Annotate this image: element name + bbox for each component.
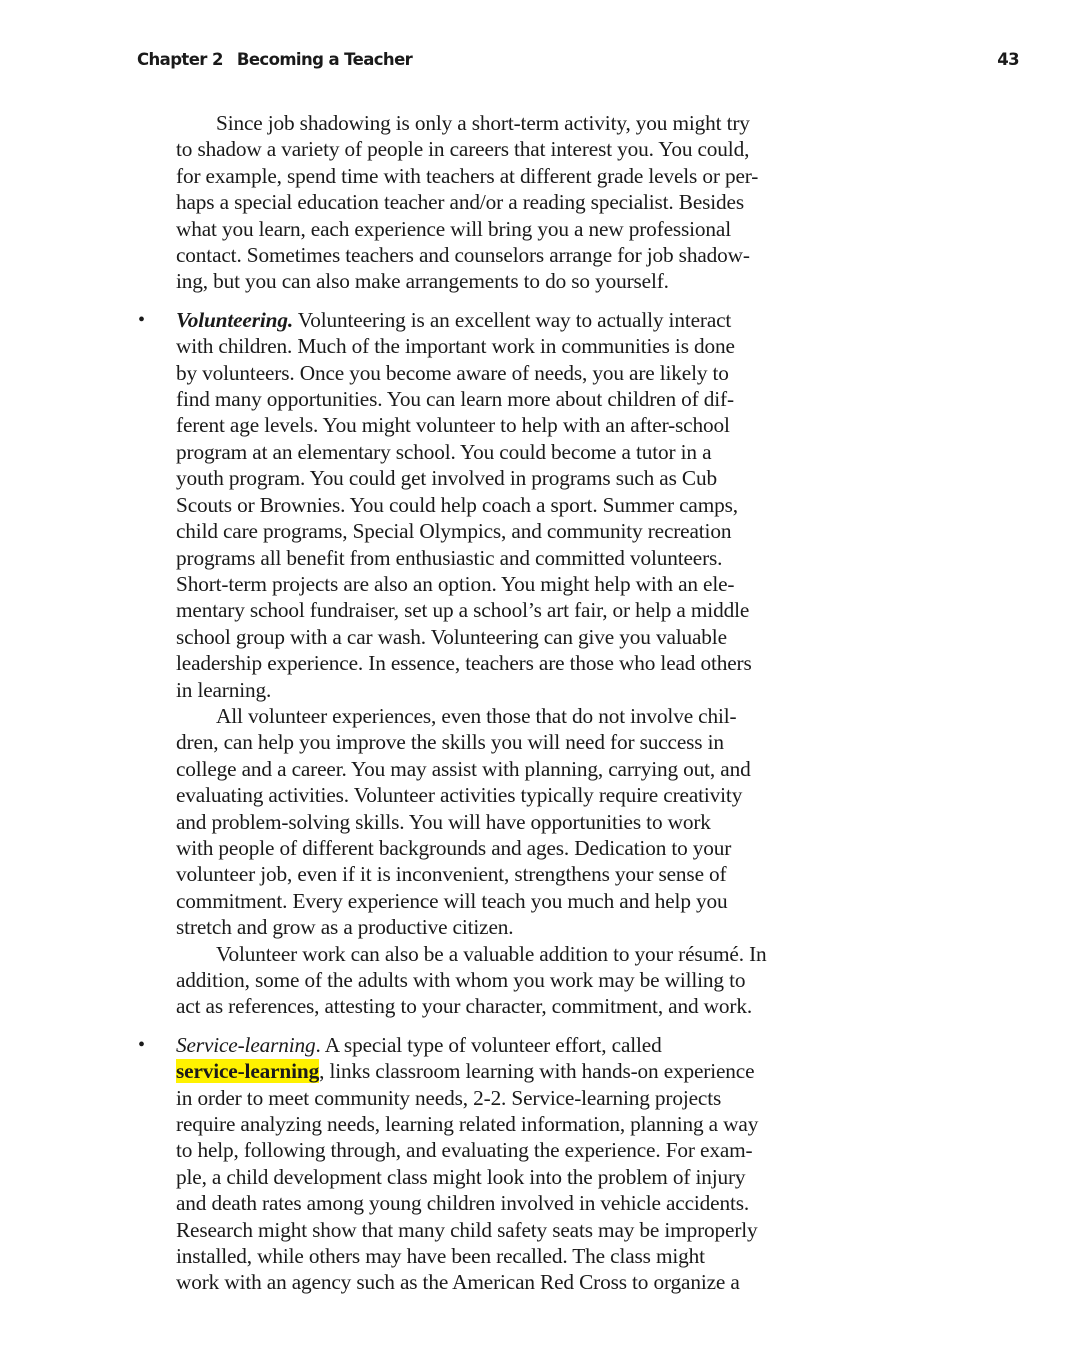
text-line: All volunteer experiences, even those that do not involve chil-	[216, 703, 737, 728]
text-line: Research might show that many child safety seats may be improperly	[176, 1217, 758, 1242]
volunteer-resume-paragraph	[176, 941, 846, 1020]
text-line: addition, some of the adults with whom you work may be willing to	[176, 968, 746, 992]
chapter-label: Chapter 2	[137, 50, 223, 69]
text-line: ing, but you can also make arrangements to do so yourself.	[176, 269, 669, 294]
text-line: haps a special education teacher and/or a reading specialist. Besides	[176, 190, 744, 215]
highlighted-key-term[interactable]: service-learning	[176, 1059, 320, 1084]
text-line: stretch and grow as a productive citizen.	[176, 915, 514, 940]
text-line: to help, following through, and evaluating the experience. For exam-	[176, 1138, 753, 1163]
text-line: ferent age levels. You might volunteer to help with an after-school	[176, 413, 730, 438]
text-line: program at an elementary school. You could become a tutor in a	[176, 439, 712, 464]
text-line: and problem-solving skills. You will have opportunities to work	[176, 809, 711, 834]
chapter-heading	[137, 50, 412, 69]
text-line: school group with a car wash. Volunteering can give you valuable	[176, 624, 727, 649]
text-line: Since job shadowing is only a short-term activity, you might try	[216, 111, 750, 135]
text-line: what you learn, each experience will bring you a new professional	[176, 216, 732, 241]
text-line: mentary school fundraiser, set up a school’s art fair, or help a middle	[176, 598, 750, 623]
text-line: , links classroom learning with hands-on experience	[319, 1059, 755, 1084]
text-line: Volunteer work can also be a valuable addition to your résumé. In	[216, 941, 767, 966]
chapter-title: Becoming a Teacher	[236, 50, 413, 69]
text-line: evaluating activities. Volunteer activities typically require creativity	[176, 783, 743, 808]
text-line: and death rates among young children involved in vehicle accidents.	[176, 1191, 750, 1216]
text-line: for example, spend time with teachers at different grade levels or per-	[176, 163, 759, 188]
text-line: volunteer job, even if it is inconvenient, strengthens your sense of	[176, 862, 727, 887]
intro-paragraph	[176, 110, 846, 295]
running-header	[137, 50, 1019, 76]
text-line: youth program. You could get involved in programs such as Cub	[176, 466, 717, 491]
text-line: with people of different backgrounds and ages. Dedication to your	[176, 835, 732, 860]
text-line: child care programs, Special Olympics, and community recreation	[176, 519, 732, 544]
term-volunteering: Volunteering.	[176, 307, 293, 332]
term-service-learning: Service-learning	[176, 1032, 316, 1057]
text-line: college and a career. You may assist with planning, carrying out, and	[176, 756, 751, 781]
text-line: with children. Much of the important work in communities is done	[176, 334, 735, 359]
text-line: Volunteering is an excellent way to actually interact	[293, 307, 732, 332]
text-line: require analyzing needs, learning related information, planning a way	[176, 1112, 759, 1137]
volunteer-skills-paragraph	[176, 703, 846, 941]
text-line: ple, a child development class might look into the problem of injury	[176, 1164, 746, 1189]
text-line: by volunteers. Once you become aware of needs, you are likely to	[176, 360, 729, 385]
page-number: 43	[997, 50, 1019, 69]
text-line: to shadow a variety of people in careers that interest you. You could,	[176, 137, 750, 162]
text-line: commitment. Every experience will teach you much and help you	[176, 888, 728, 913]
text-line: in learning.	[176, 677, 272, 702]
text-line: Scouts or Brownies. You could help coach a sport. Summer camps,	[176, 492, 738, 517]
page-body	[138, 110, 846, 1296]
text-line: work with an agency such as the American Red Cross to organize a	[176, 1270, 740, 1295]
bullet-icon: •	[138, 1033, 145, 1056]
text-line: dren, can help you improve the skills you will need for success in	[176, 730, 724, 755]
text-line: find many opportunities. You can learn more about children of dif-	[176, 387, 734, 412]
bullet-volunteering	[138, 307, 846, 1020]
text-line: leadership experience. In essence, teachers are those who lead others	[176, 651, 752, 676]
text-line: in order to meet community needs, 2-2. Service-learning projects	[176, 1085, 722, 1110]
text-line: act as references, attesting to your character, commitment, and work.	[176, 994, 752, 1019]
text-line: programs all benefit from enthusiastic and committed volunteers.	[176, 545, 723, 570]
text-line: contact. Sometimes teachers and counselors arrange for job shadow-	[176, 243, 750, 268]
bullet-icon: •	[138, 308, 145, 331]
text-line: . A special type of volunteer effort, called	[315, 1032, 662, 1057]
text-line: Short-term projects are also an option. You might help with an ele-	[176, 571, 735, 596]
bullet-service-learning	[138, 1032, 846, 1296]
text-line: installed, while others may have been recalled. The class might	[176, 1244, 705, 1269]
